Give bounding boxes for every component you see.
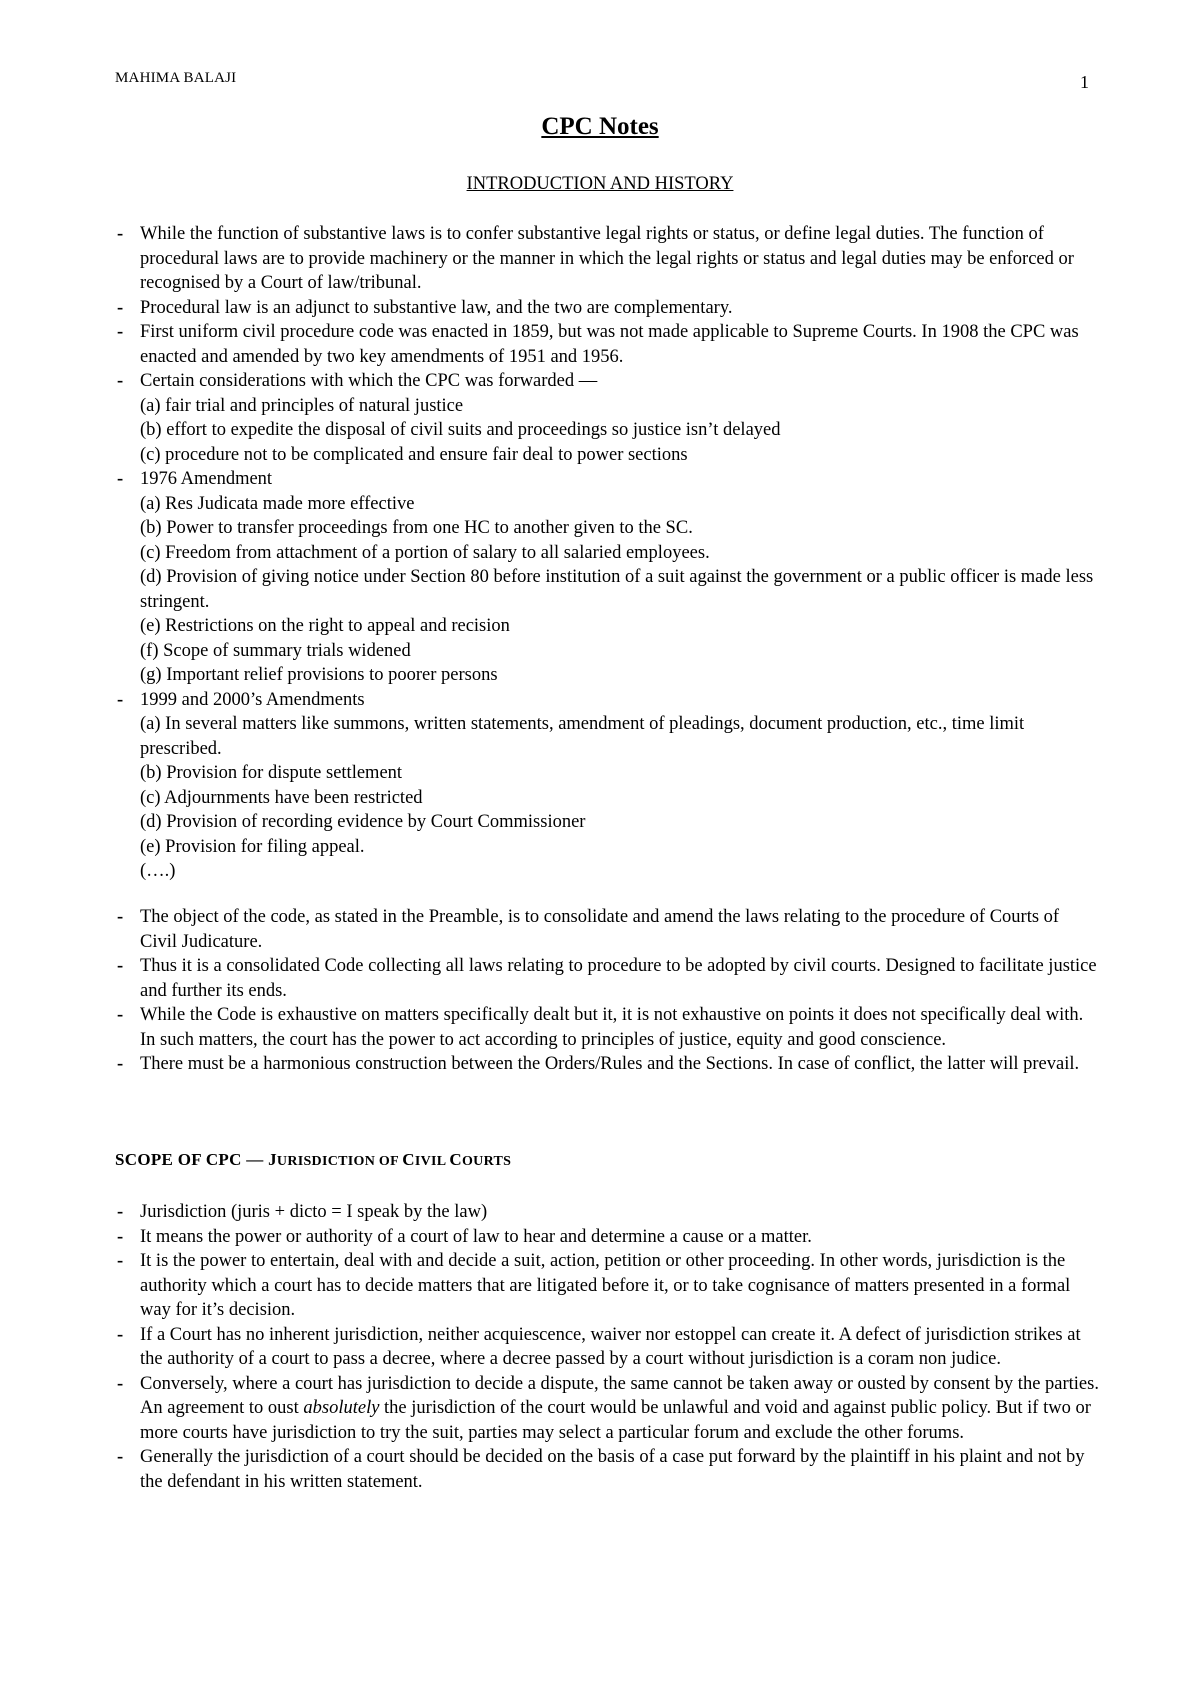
sub-item: (d) Provision of recording evidence by Court Commissioner: [140, 812, 586, 832]
sub-item: (g) Important relief provisions to poorer persons: [140, 665, 498, 685]
bullet-text: - While the function of substantive laws is to confer substantive legal rights or status, or define legal duties. The function of procedural laws are to provide machinery or the manner in which the legal rights or status and legal duties may be enforced or recognised by a Court of law/tribunal.: [140, 224, 1074, 293]
jurisdiction-bullet-list: [115, 1200, 1100, 1494]
object-bullet-list: [115, 905, 1100, 1077]
sub-item: (a) Res Judicata made more effective: [140, 493, 415, 514]
bullet-text: - Procedural law is an adjunct to substantive law, and the two are complementary.: [140, 297, 733, 318]
bullet-text: the jurisdiction of the court would be unlawful and void and against public policy. But if two or more courts have jurisdiction to try the suit, parties may select a particular forum and exclude the other forums.: [140, 1398, 1091, 1443]
list-item: [115, 688, 1100, 884]
list-item: - It is the power to entertain, deal with and decide a suit, action, petition or other proceeding. In other words, jurisdiction is the authority which a court has to decide matters that are litigated before it, or to take cognisance of matters presented in a formal way for it’s decision.: [115, 1249, 1100, 1323]
sub-item: (b) Power to transfer proceedings from one HC to another given to the SC.: [140, 518, 693, 538]
list-item: [115, 296, 1100, 321]
bullet-text: - 1999 and 2000’s Amendments: [140, 689, 365, 710]
section-heading-scope: [115, 1150, 511, 1170]
page-number: 1: [1080, 72, 1089, 92]
list-item: [115, 1372, 1100, 1446]
list-item: - There must be a harmonious construction between the Orders/Rules and the Sections. In case of conflict, the latter will prevail.: [115, 1052, 1100, 1077]
heading-part: OURTS: [461, 1154, 512, 1169]
sub-item: (c) Adjournments have been restricted: [140, 787, 423, 808]
bullet-text: - Certain considerations with which the CPC was forwarded —: [140, 371, 598, 391]
heading-part: C: [402, 1150, 415, 1169]
sub-item: (b) Provision for dispute settlement: [140, 763, 403, 783]
list-item: - Thus it is a consolidated Code collecting all laws relating to procedure to be adopted by civil courts. Designed to facilitate justice and further its ends.: [115, 954, 1100, 1003]
header-author: MAHIMA BALAJI: [115, 70, 237, 86]
list-item: - While the Code is exhaustive on matters specifically dealt but it, it is not exhaustive on points it does not specifically deal with. In such matters, the court has the power to act according to principles of justice, equity and good conscience.: [115, 1003, 1100, 1052]
sub-item: (c) Freedom from attachment of a portion of salary to all salaried employees.: [140, 542, 710, 563]
sub-item: (a) In several matters like summons, written statements, amendment of pleadings, document production, etc., time limit prescribed.: [140, 714, 1025, 759]
list-item: - Jurisdiction (juris + dicto = I speak by the law): [115, 1200, 1100, 1225]
list-item: - If a Court has no inherent jurisdiction, neither acquiescence, waiver nor estoppel can create it. A defect of jurisdiction strikes at the authority of a court to pass a decree, where a decree passed by a court without jurisdiction is a coram non judice.: [115, 1323, 1100, 1372]
list-item: - The object of the code, as stated in the Preamble, is to consolidate and amend the laws relating to the procedure of Courts of Civil Judicature.: [115, 905, 1100, 954]
bullet-text: - 1976 Amendment: [140, 469, 273, 489]
list-item: [115, 222, 1100, 296]
section-heading-introduction: INTRODUCTION AND HISTORY: [466, 174, 734, 194]
list-item: [115, 320, 1100, 369]
heading-part: IVIL: [414, 1154, 450, 1169]
bullet-text: Conversely, where a court has jurisdiction to decide a dispute, the same cannot be taken away or ousted by consent by the parties. An agreement to oust: [140, 1373, 1099, 1418]
sub-item: (c) procedure not to be complicated and ensure fair deal to power sections: [140, 444, 688, 465]
sub-item: (e) Restrictions on the right to appeal and recision: [140, 616, 510, 636]
heading-part: C: [449, 1150, 462, 1169]
history-bullet-list: [115, 222, 1100, 884]
sub-item: (e) Provision for filing appeal.: [140, 836, 365, 857]
sub-item: (….): [140, 861, 176, 881]
bullet-text: - First uniform civil procedure code was enacted in 1859, but was not made applicable to Supreme Courts. In 1908 the CPC was enacted and amended by two key amendments of 1951 and 1956.: [140, 322, 1079, 367]
list-item: - Generally the jurisdiction of a court should be decided on the basis of a case put forward by the plaintiff in his plaint and not by the defendant in his written statement.: [115, 1445, 1100, 1494]
sub-item: (a) fair trial and principles of natural justice: [140, 395, 464, 416]
heading-part: URISDICTION OF: [276, 1154, 403, 1169]
document-title: CPC Notes: [541, 113, 659, 140]
list-item: [115, 467, 1100, 688]
emphasis-text: absolutely: [303, 1398, 380, 1418]
heading-part: SCOPE OF CPC — J: [115, 1150, 277, 1169]
list-item: - It means the power or authority of a court of law to hear and determine a cause or a matter.: [115, 1225, 1100, 1250]
list-item: [115, 369, 1100, 467]
sub-item: (d) Provision of giving notice under Section 80 before institution of a suit against the government or a public officer is made less stringent.: [140, 567, 1094, 612]
sub-item: (f) Scope of summary trials widened: [140, 640, 411, 661]
sub-item: (b) effort to expedite the disposal of civil suits and proceedings so justice isn’t delayed: [140, 420, 781, 440]
